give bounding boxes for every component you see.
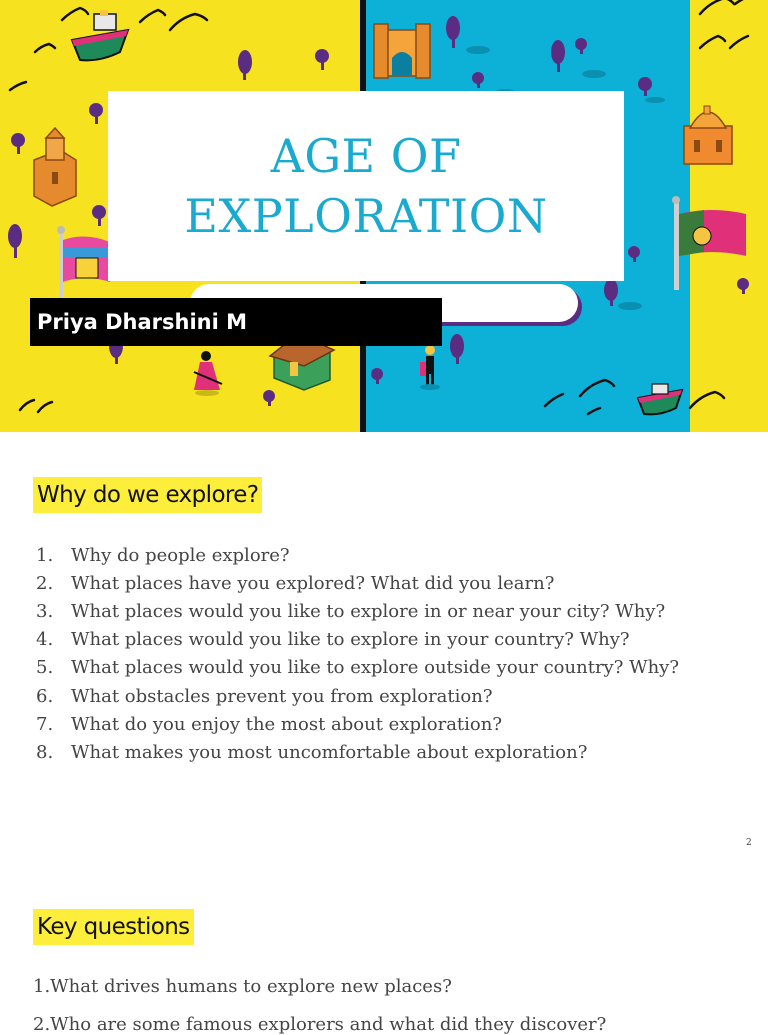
dancer-icon: [420, 345, 440, 390]
cover-slide: [0, 0, 768, 432]
key-question-text: 2.Who are some famous explorers and what did they discover?: [33, 1014, 607, 1035]
list-item: [36, 738, 679, 766]
question-text: What makes you most uncomfortable about exploration?: [71, 741, 588, 763]
list-item: [36, 569, 679, 597]
list-number: 3.: [36, 600, 54, 622]
section-heading: Key questions: [33, 909, 194, 945]
list-number: 1.: [36, 544, 54, 566]
gate-icon: [374, 24, 430, 78]
question-text: What obstacles prevent you from exploration?: [71, 685, 493, 707]
title-line-1: AGE OF: [270, 129, 462, 183]
key-question-text: 1.What drives humans to explore new places?: [33, 976, 452, 997]
question-text: What places would you like to explore in or near your city? Why?: [71, 600, 666, 622]
ship-icon: [638, 384, 682, 414]
section-heading: Why do we explore?: [33, 477, 262, 513]
tower-icon: [34, 128, 76, 206]
page-number: 2: [746, 838, 752, 848]
list-number: 6.: [36, 685, 54, 707]
flag-icon: [672, 196, 746, 290]
author-bar: [30, 298, 442, 346]
list-item: [36, 541, 679, 569]
list-number: 8.: [36, 741, 54, 763]
dancer-icon: [194, 351, 222, 396]
list-number: 5.: [36, 657, 54, 679]
question-text: What places have you explored? What did you learn?: [71, 572, 555, 594]
question-text: What places would you like to explore in your country? Why?: [71, 629, 630, 651]
list-item: [36, 626, 679, 654]
list-item: [36, 710, 679, 738]
question-text: What do you enjoy the most about exploration?: [71, 713, 502, 735]
list-number: 4.: [36, 629, 54, 651]
list-item: [36, 654, 679, 682]
question-text: Why do people explore?: [71, 544, 290, 566]
ship-icon: [72, 10, 128, 60]
title-card: [108, 91, 624, 281]
author-name: Priya Dharshini M: [37, 310, 248, 334]
list-number: 7.: [36, 713, 54, 735]
list-number: 2.: [36, 572, 54, 594]
question-list: [36, 541, 679, 767]
list-item: [36, 682, 679, 710]
list-item: [36, 597, 679, 625]
question-text: What places would you like to explore outside your country? Why?: [71, 657, 680, 679]
cathedral-icon: [684, 106, 732, 164]
title-line-2: EXPLORATION: [184, 189, 548, 243]
